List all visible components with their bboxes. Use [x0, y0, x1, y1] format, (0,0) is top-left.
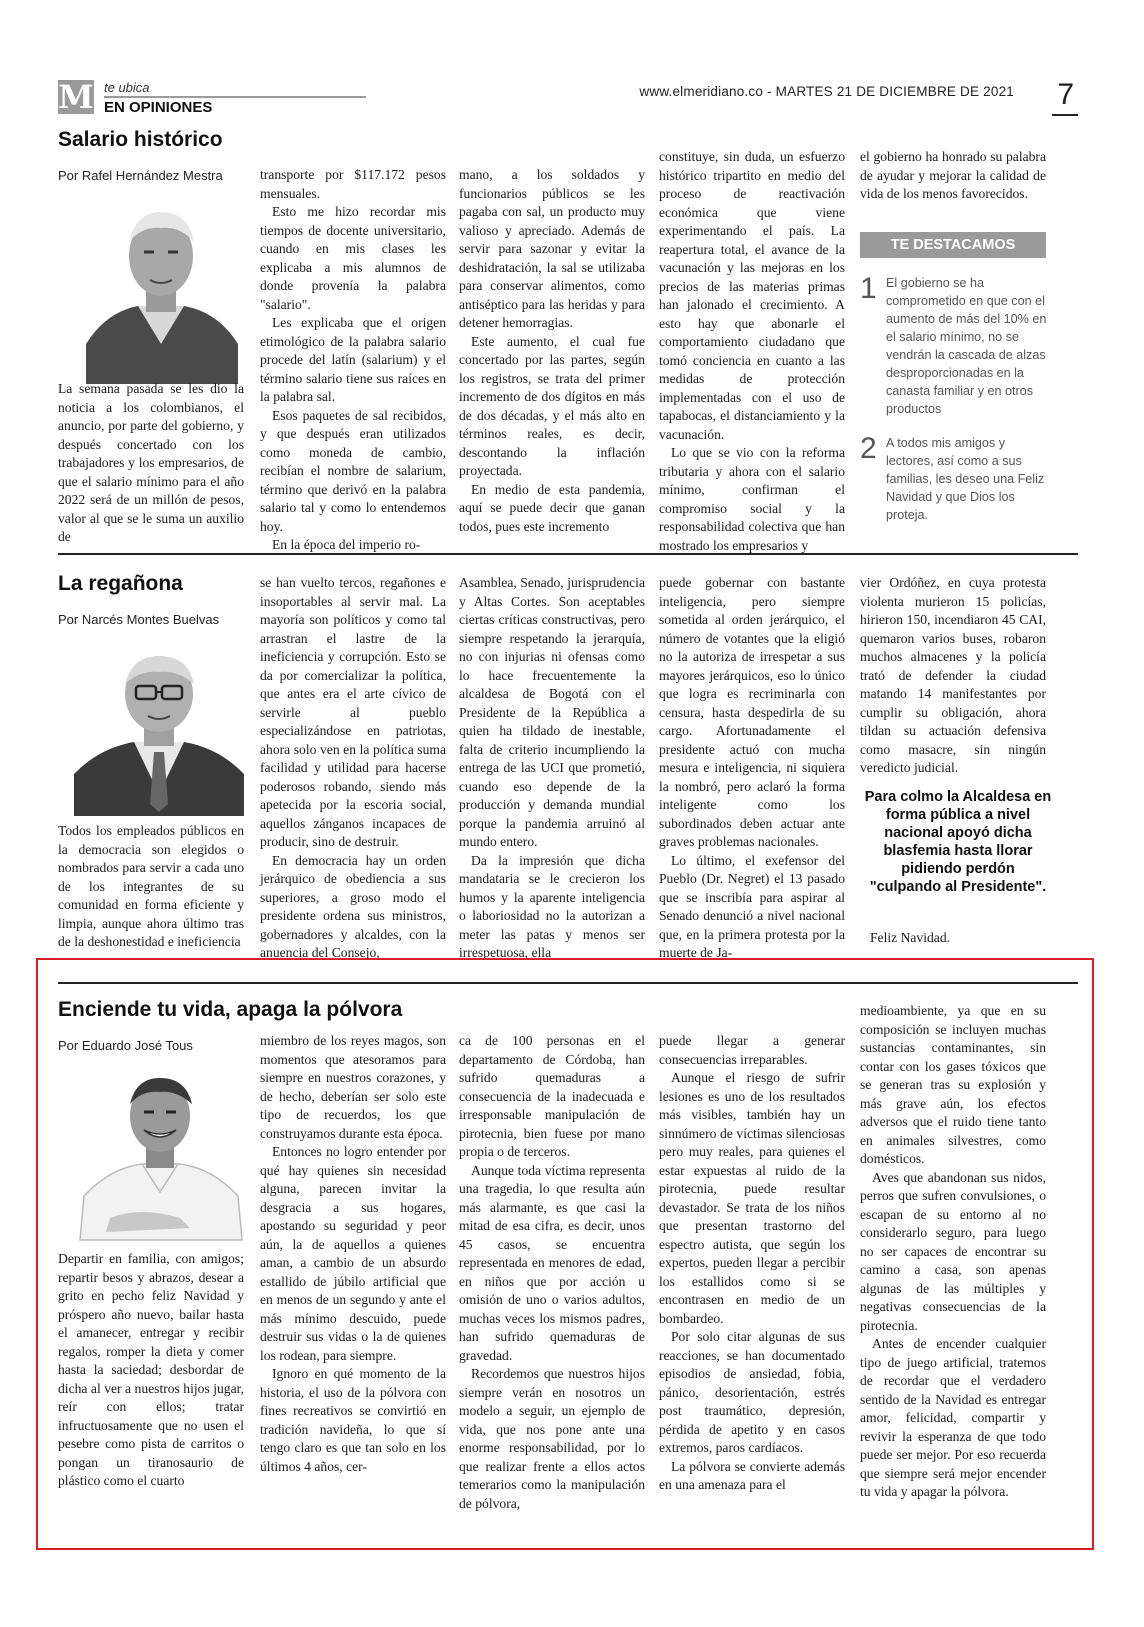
highlight-number: 1: [860, 272, 877, 305]
paragraph: transporte por $117.172 pesos mensuales.: [260, 167, 446, 201]
paragraph: puede gobernar con bastante inteligencia, pero siempre sometida al orden jerárquico, el número de votantes que la eligió no la autoriza de irrespetar a sus mayores jerárquicos, eso lo único que logra es recriminarla con censura, hasta despedirla de su cargo. Afortunadamente el presidente actuó con mucha mesura e inteligencia, ni siquiera la nombró, pero aclaró la forma inteligente como los subordinados deben actuar ante graves problemas nacionales.: [659, 575, 845, 849]
paragraph: Esto me hizo recordar mis tiempos de docente universitario, cuando en mis clases les explicaba a mis alumnos de donde provenía la palabra "salario".: [260, 204, 446, 312]
paragraph: medioambiente, ya que en su composición se incluyen muchas sustancias contaminantes, sin contar con los gases tóxicos que se generan tras su explosión y más grave aún, los efectos adversos que el ruido tiene tanto en animales silvestres, como domésticos.: [860, 1003, 1046, 1166]
paragraph: Por solo citar algunas de sus reacciones, se han documentado episodios de ansiedad, fobia, pánico, desorientación, estrés post traumático, depresión, pérdida de apetito y en casos extremos, paros cardíacos.: [659, 1329, 845, 1455]
paragraph: Lo último, el exefensor del Pueblo (Dr. Negret) el 13 pasado que se inscribía para aspirar al Senado denunció a nivel nacional que, en la primera protesta por la muerte de Ja-: [659, 852, 845, 960]
author-portrait: [70, 1068, 250, 1240]
paragraph: Aunque el riesgo de sufrir lesiones es uno de los resultados más visibles, también hay un sinnúmero de víctimas silenciosas pero muy reales, para quienes el estar expuestas al ruido de la pirotecnia, puede resultar devastador. Se trata de los niños que presentan trastorno del espectro autista, que según los expertos, pueden llegar a percibir los estallidos como si se encontrasen en medio de un bombardeo.: [659, 1070, 845, 1326]
article-column-1: [58, 822, 244, 958]
article-byline: Por Eduardo José Tous: [58, 1038, 193, 1053]
article-la-reganona: [58, 572, 1078, 964]
article-column-5: [860, 1002, 1046, 1499]
article-column-1: [58, 1250, 244, 1496]
kicker-divider: [104, 96, 366, 98]
highlight-item-1: [860, 272, 1048, 416]
paragraph: Entonces no logro entender por qué hay quienes sin necesidad alguna, parecen invitar la desgracia a sus hogares, apostando su seguridad y peor aún, la de aquellos a quienes aman, a cambio de un absurdo estallido de júbilo artificial que en menos de un segundo y ante el más mínimo descuido, puede destruir sus vidas o la de quienes los rodean, para siempre.: [260, 1144, 446, 1363]
paragraph: Asamblea, Senado, jurisprudencia y Altas Cortes. Son aceptables ciertas críticas constructivas, pero siempre respetando la jerarquía, no con injurias ni ofensas como lo hace frecuentemente la alcaldesa de Bogotá con el Presidente de la República a quien ha tildado de inestable, falta de criterio incumpliendo la entrega de las UCI que prometió, cuando eso depende de la producción y demanda mundial porque la pandemia arruinó al mundo entero.: [459, 575, 645, 849]
article-headline: Salario histórico: [58, 128, 223, 151]
paragraph: La semana pasada se les dio la noticia a los colombianos, el anuncio, por parte del gobierno, y después concertado con los trabajadores y los empresarios, de que el salario mínimo para el año 2022 será de un millón de pesos, valor al que se le suma un auxilio de: [58, 381, 244, 544]
paragraph: Antes de encender cualquier tipo de juego artificial, tratemos de recordar que el verdadero sentido de la Navidad es entregar amor, felicidad, compartir y revivir la esperanza de que todo puede ser mejor. Por eso recuerda que siempre será mejor encender tu vida y apagar la pólvora.: [860, 1336, 1046, 1499]
paragraph: Este aumento, el cual fue concertado por las partes, según los registros, se trata del primer incremento de dos dígitos en más de dos décadas, y el más alto en términos reales, es decir, descontando la inflación proyectada.: [459, 333, 645, 478]
article-divider: [58, 982, 1078, 984]
page-number: 7: [1057, 78, 1074, 111]
highlight-number: 2: [860, 432, 877, 465]
article-enciende-tu-vida: [58, 998, 1078, 1511]
section-title: EN OPINIONES: [104, 99, 213, 116]
article-signoff: Feliz Navidad.: [870, 930, 951, 945]
paragraph: En democracia hay un orden jerárquico de obediencia a sus superiores, a groso modo el presidente ordena sus ministros, gobernadores y alcaldes, con la anuencia del Consejo,: [260, 852, 446, 960]
highlight-text: El gobierno se ha comprometido en que con el aumento de más del 10% en el salario mínimo, no se vendrán la cascada de alzas desproporcionadas en la canasta familiar y en otros productos: [886, 276, 1047, 416]
paragraph: vier Ordóñez, en cuya protesta violenta murieron 15 policías, hirieron 150, incendiaron 45 CAI, quemaron varios buses, robaron muchos almacenes y la policía trató de defender la ciudad matando 14 manifestantes por cumplir su obligación, ahora tildan su actuación defensiva como masacre, sin ningún veredicto judicial.: [860, 575, 1046, 775]
article-column-4: [659, 148, 845, 553]
paragraph: Recordemos que nuestros hijos siempre verán en nosotros un modelo a seguir, un ejemplo de vida, que nos pone ante una enorme responsabilidad, por lo que realizar frente a ellos actos temerarios como la manipulación de pólvora,: [459, 1366, 645, 1511]
article-column-2: [260, 574, 446, 958]
article-column-3: [459, 1032, 645, 1511]
article-headline: La regañona: [58, 572, 183, 595]
paragraph: Ignoro en qué momento de la historia, el uso de la pólvora con fines recreativos se convirtió en tradición navideña, lo que sí tengo claro es que tan solo en los últimos 4 años, cer-: [260, 1366, 446, 1474]
paragraph: La pólvora se convierte además en una amenaza para el: [659, 1458, 845, 1492]
highlight-item-2: [860, 434, 1048, 534]
paragraph: Aves que abandonan sus nidos, perros que sufren convulsiones, o escapan de su entorno al no considerarlo seguro, para luego no ser capaces de encontrar su camino a casa, son apenas algunas de las múltiples y negativas consecuencias de la pirotecnia.: [860, 1169, 1046, 1333]
paragraph: En la época del imperio ro-: [272, 537, 421, 552]
paragraph: miembro de los reyes magos, son momentos que atesoramos para siempre en nuestros corazones, y de hecho, deberían ser solo este tipo de recuerdos, los que construyamos durante esta época.: [260, 1033, 446, 1141]
paragraph: Departir en familia, con amigos; repartir besos y abrazos, desear a grito en pecho feliz Navidad y próspero año nuevo, bailar hasta el amanecer, entregar y recibir regalos, romper la dieta y comer hasta la saciedad; desbordar de dicha al ver a nuestros hijos jugar, reír con ellos; tratar infructuosamente que no usen el pesebre como pista de carritos o pongan un tiranosaurio de plástico como el cuarto: [58, 1251, 244, 1488]
newspaper-logo-icon: M: [58, 78, 94, 116]
paragraph: Esos paquetes de sal recibidos, y que después eran utilizados como moneda de cambio, recibían el nombre de salarium, término que derivó en la palabra salario tal y como lo entendemos hoy.: [260, 407, 446, 534]
article-column-3: [459, 574, 645, 958]
article-byline: Por Narcés Montes Buelvas: [58, 612, 220, 627]
paragraph: Todos los empleados públicos en la democracia son elegidos o nombrados para servir a cada uno de los integrantes de su comunidad en forma eficiente y limpia, aunque ahora último tras de la deshonestidad e ineficiencia: [58, 823, 244, 949]
paragraph: En medio de esta pandemia, aquí se puede decir que ganan todos, pues este incremento: [459, 481, 645, 534]
page-number-underline: [1052, 114, 1078, 116]
highlight-text: A todos mis amigos y lectores, así como a sus familias, les deseo una Feliz Navidad y que Dios los proteja.: [886, 436, 1045, 522]
article-column-4: [659, 1032, 845, 1496]
author-portrait: [74, 644, 244, 816]
paragraph: constituye, sin duda, un esfuerzo histórico tripartito en medio del proceso de reactivación económica que viene experimentando el país. La reapertura total, el avance de la vacunación y las mejoras en los precios de las materias primas han jalonado el crecimiento. A esto hay que abonarle el comportamiento ciudadano que tomó conciencia en cuanto a las medidas de protección implementadas con el uso de tapabocas, el distanciamiento y la vacunación.: [659, 149, 845, 442]
article-column-1: [58, 380, 244, 544]
article-headline: Enciende tu vida, apaga la pólvora: [58, 998, 403, 1021]
article-column-2: [260, 166, 446, 552]
article-byline: Por Rafel Hernández Mestra: [58, 168, 223, 183]
article-column-2: [260, 1032, 446, 1496]
kicker-text: te ubica: [104, 80, 150, 95]
masthead: [58, 78, 1078, 118]
paragraph: Aunque toda víctima representa una tragedia, lo que resulta aún más alarmante, es que casi la mitad de esa cifra, es decir, unos 45 casos, se encuentra representada en menores de edad, en niños que por acción u omisión de uno o varios adultos, muchas veces los mismos padres, han sufrido quemaduras de gravedad.: [459, 1162, 645, 1363]
article-column-5: [860, 574, 1046, 775]
pull-quote: Para colmo la Alcaldesa en forma pública a nivel nacional apoyó dicha blasfemia hasta llorar pidiendo perdón "culpando al Presidente".: [864, 789, 1052, 895]
paragraph: puede llegar a generar consecuencias irreparables.: [659, 1033, 845, 1067]
article-column-4: [659, 574, 845, 958]
paragraph: mano, a los soldados y funcionarios públicos se les pagaba con sal, un producto muy valioso y apreciado. Además de servir para sazonar y evitar la deshidratación, la sal se utilizaba para conservar alimentos, como antiséptico para las heridas y para detener hemorragias.: [459, 167, 645, 330]
paragraph: ca de 100 personas en el departamento de Córdoba, han sufrido quemaduras a consecuencia de la inadecuada e irresponsable manipulación de pirotecnia, bien fuese por mano propia o de terceros.: [459, 1033, 645, 1159]
article-column-5: [860, 148, 1046, 228]
article-salario-historico: [58, 128, 1078, 553]
author-portrait: [76, 194, 246, 384]
paragraph: el gobierno ha honrado su palabra de ayudar y mejorar la calidad de vida de los menos favorecidos.: [860, 149, 1046, 201]
paragraph: se han vuelto tercos, regañones e insoportables al servir mal. La mayoría son políticos y como tal arrastran el lastre de la ineficiencia y corrupción. Esto se da por comercializar la política, que antes era el arte cívico de servirle al pueblo especializándose en patriotas, ahora solo ven en la política suma facilidad y utilidad para hacerse poderosos robando, siendo más apetecida por la escoria social, aquellos zánganos incapaces de producir, sino de destruir.: [260, 575, 446, 849]
paragraph: Da la impresión que dicha mandataria se le crecieron los humos y la aparente inteligencia o laboriosidad no la autorizan a meter las patas y menos ser irrespetuosa, ella: [459, 852, 645, 960]
paragraph: Les explicaba que el origen etimológico de la palabra salario procede del latín (salarium) y el término salario tiene sus raíces en la palabra sal.: [260, 315, 446, 404]
highlight-box-title: TE DESTACAMOS: [860, 232, 1046, 258]
dateline: www.elmeridiano.co - MARTES 21 DE DICIEMBRE DE 2021: [639, 84, 1014, 99]
article-divider: [58, 553, 1078, 555]
paragraph: Lo que se vio con la reforma tributaria y ahora con el salario mínimo, confirman el compromiso social y la responsabilidad colectiva que han mostrado los empresarios y: [659, 445, 845, 553]
article-column-3: [459, 166, 645, 542]
